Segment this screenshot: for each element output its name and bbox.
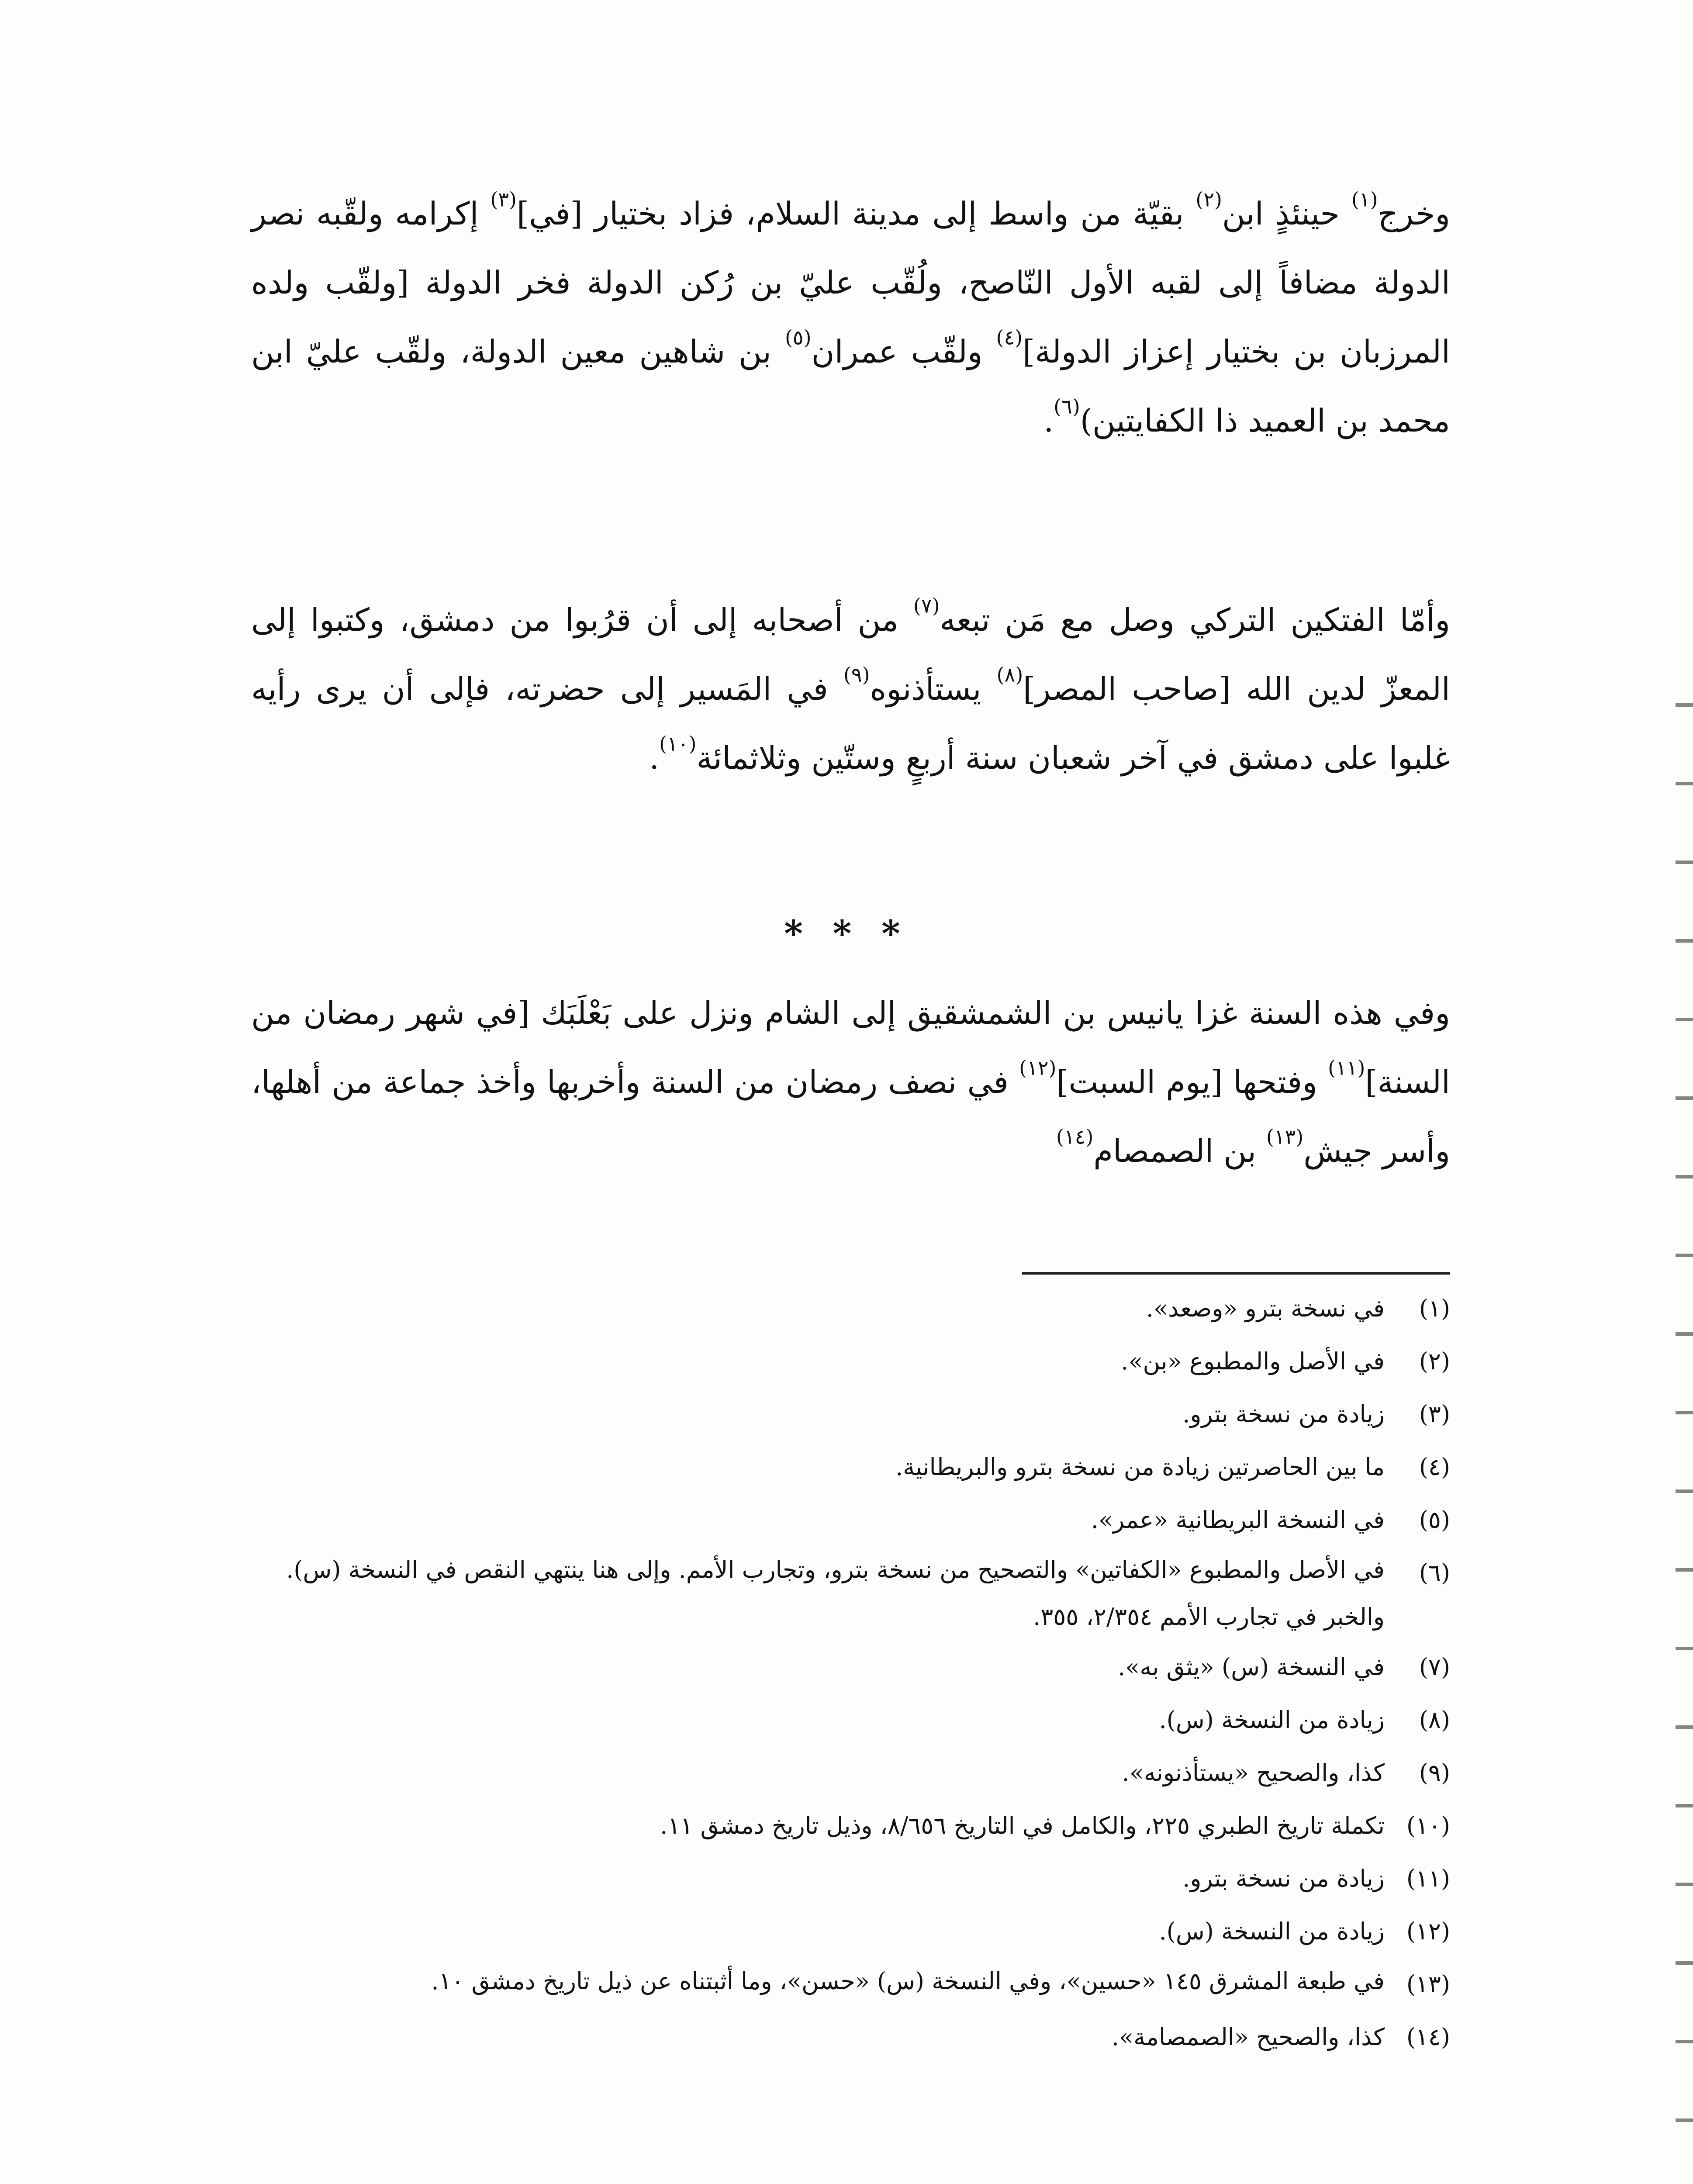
footnotes-list xyxy=(251,1282,1450,2063)
footnote-ref-12: (١٢) xyxy=(1019,1056,1057,1080)
footnote-ref-8: (٨) xyxy=(996,663,1023,687)
footnote-number: (١١) xyxy=(1406,1865,1450,1892)
footnote-text: زيادة من نسخة بترو. xyxy=(1182,1400,1385,1428)
footnote-text: في النسخة (س) «يثق به». xyxy=(1118,1653,1385,1681)
footnote xyxy=(251,1905,1450,1958)
footnote-text: في نسخة بترو «وصعد». xyxy=(1146,1295,1385,1322)
text-run: من أصحابه إلى أن قرُبوا من دمشق، وكتبوا إلى المعزّ لدين الله [صاحب المصر] xyxy=(251,601,1450,707)
footnote-text: كذا، والصحيح «يستأذنونه». xyxy=(1122,1759,1385,1787)
footnote xyxy=(251,1641,1450,1693)
text-run: . xyxy=(649,740,660,776)
text-run: بقيّة من واسط إلى مدينة السلام، فزاد بختيار [في] xyxy=(516,195,1196,232)
footnote-number: (٩) xyxy=(1419,1759,1450,1787)
text-run: في المَسير إلى حضرته، فإلى أن يرى رأيه غلبوا على دمشق في آخر شعبان سنة أربعٍ وستّين وثلاثمائة xyxy=(251,670,1450,776)
footnote-number: (١٠) xyxy=(1406,1812,1450,1839)
footnote xyxy=(251,1799,1450,1852)
footnote-text: زيادة من النسخة (س). xyxy=(1159,1918,1385,1945)
footnote-ref-10: (١٠) xyxy=(659,732,697,756)
footnote xyxy=(251,1546,1450,1641)
text-run: يستأذنوه xyxy=(870,670,997,707)
text-run: إكرامه ولقّبه نصر الدولة مضافاً إلى لقبه الأول النّاصح، ولُقّب عليّ بن رُكن الدولة فخر الدولة [ولقّب ولده المرزبان بن بختيار إعزاز الدولة] xyxy=(251,195,1450,370)
footnote-number: (١٤) xyxy=(1406,2023,1450,2051)
footnote-ref-2: (٢) xyxy=(1195,187,1222,211)
footnote-ref-11: (١١) xyxy=(1328,1056,1365,1080)
footnote-ref-5: (٥) xyxy=(784,325,812,349)
footnote-number: (٧) xyxy=(1419,1653,1450,1681)
text-run: حينئذٍ ابن xyxy=(1222,195,1351,232)
footnote xyxy=(251,1335,1450,1388)
footnote-text: في طبعة المشرق ١٤٥ «حسين»، وفي النسخة (س) «حسن»، وما أثبتناه عن ذيل تاريخ دمشق ١٠. xyxy=(431,1967,1385,1995)
footnote-number: (٥) xyxy=(1419,1506,1450,1534)
footnote-divider xyxy=(1022,1272,1450,1275)
footnote-text: زيادة من نسخة بترو. xyxy=(1182,1865,1385,1892)
footnote-ref-9: (٩) xyxy=(843,663,870,687)
paragraph-2 xyxy=(251,585,1450,792)
footnote-number: (١) xyxy=(1419,1295,1450,1322)
footnote-number: (٤) xyxy=(1419,1453,1450,1481)
footnote-ref-13: (١٣) xyxy=(1266,1125,1304,1149)
footnote-ref-14: (١٤) xyxy=(1056,1125,1094,1149)
footnote-number: (٦) xyxy=(1419,1559,1450,1586)
footnote-ref-7: (٧) xyxy=(913,594,940,618)
footnote xyxy=(251,1852,1450,1905)
footnote-number: (١٢) xyxy=(1406,1918,1450,1945)
paragraph-3 xyxy=(251,978,1450,1185)
footnote-text: زيادة من النسخة (س). xyxy=(1159,1706,1385,1734)
footnote xyxy=(251,1388,1450,1441)
footnote-ref-6: (٦) xyxy=(1054,394,1080,418)
footnote-ref-3: (٣) xyxy=(490,187,517,211)
footnote-number: (٨) xyxy=(1419,1706,1450,1734)
footnote-number: (١٣) xyxy=(1406,1970,1450,1998)
text-run: وأمّا الفتكين التركي وصل مع مَن تبعه xyxy=(940,601,1450,638)
footnote xyxy=(251,1493,1450,1546)
footnote-text: في الأصل والمطبوع «بن». xyxy=(1121,1348,1385,1375)
footnote-text: كذا، والصحيح «الصمصامة». xyxy=(1111,2023,1385,2051)
footnote xyxy=(251,1693,1450,1746)
section-separator: * * * xyxy=(784,913,909,955)
footnote-text: تكملة تاريخ الطبري ٢٢٥، والكامل في التاريخ ٨/٦٥٦، وذيل تاريخ دمشق ١١. xyxy=(660,1812,1385,1839)
footnote xyxy=(251,1282,1450,1335)
text-run: وخرج xyxy=(1378,195,1451,232)
paragraph-1 xyxy=(251,179,1450,455)
text-run: وفي هذه السنة غزا يانيس بن الشمشقيق إلى الشام ونزل على بَعْلَبَك [في شهر رمضان من السنة] xyxy=(251,995,1450,1100)
footnote xyxy=(251,1958,1450,2011)
footnote xyxy=(251,2011,1450,2063)
text-run: . xyxy=(1043,402,1054,439)
footnote-ref-4: (٤) xyxy=(996,325,1023,349)
footnote xyxy=(251,1746,1450,1799)
footnote-text: ما بين الحاصرتين زيادة من نسخة بترو والبريطانية. xyxy=(895,1453,1385,1481)
footnote xyxy=(251,1441,1450,1493)
footnote-text: في النسخة البريطانية «عمر». xyxy=(1091,1506,1385,1534)
text-run: بن شاهين معين الدولة، ولقّب عليّ ابن محمد بن العميد ذا الكفايتين) xyxy=(251,333,1450,439)
text-run: ولقّب عمران xyxy=(811,333,996,370)
text-run: وفتحها [يوم السبت] xyxy=(1056,1064,1328,1100)
text-run: في نصف رمضان من السنة وأخربها وأخذ جماعة من أهلها، وأسر جيش xyxy=(251,1064,1450,1169)
footnote-number: (٣) xyxy=(1419,1400,1450,1428)
footnote-text: في الأصل والمطبوع «الكفاتين» والتصحيح من نسخة بترو، وتجارب الأمم. وإلى هنا ينتهي النقص في النسخة (س). والخبر في تجارب الأمم ٢/٣٥٤، ٣٥٥. xyxy=(286,1556,1385,1631)
footnote-ref-1: (١) xyxy=(1351,187,1378,211)
page-edge-scan-marks xyxy=(1676,655,1693,2184)
text-run: بن الصمصام xyxy=(1093,1133,1266,1169)
footnote-number: (٢) xyxy=(1419,1348,1450,1375)
